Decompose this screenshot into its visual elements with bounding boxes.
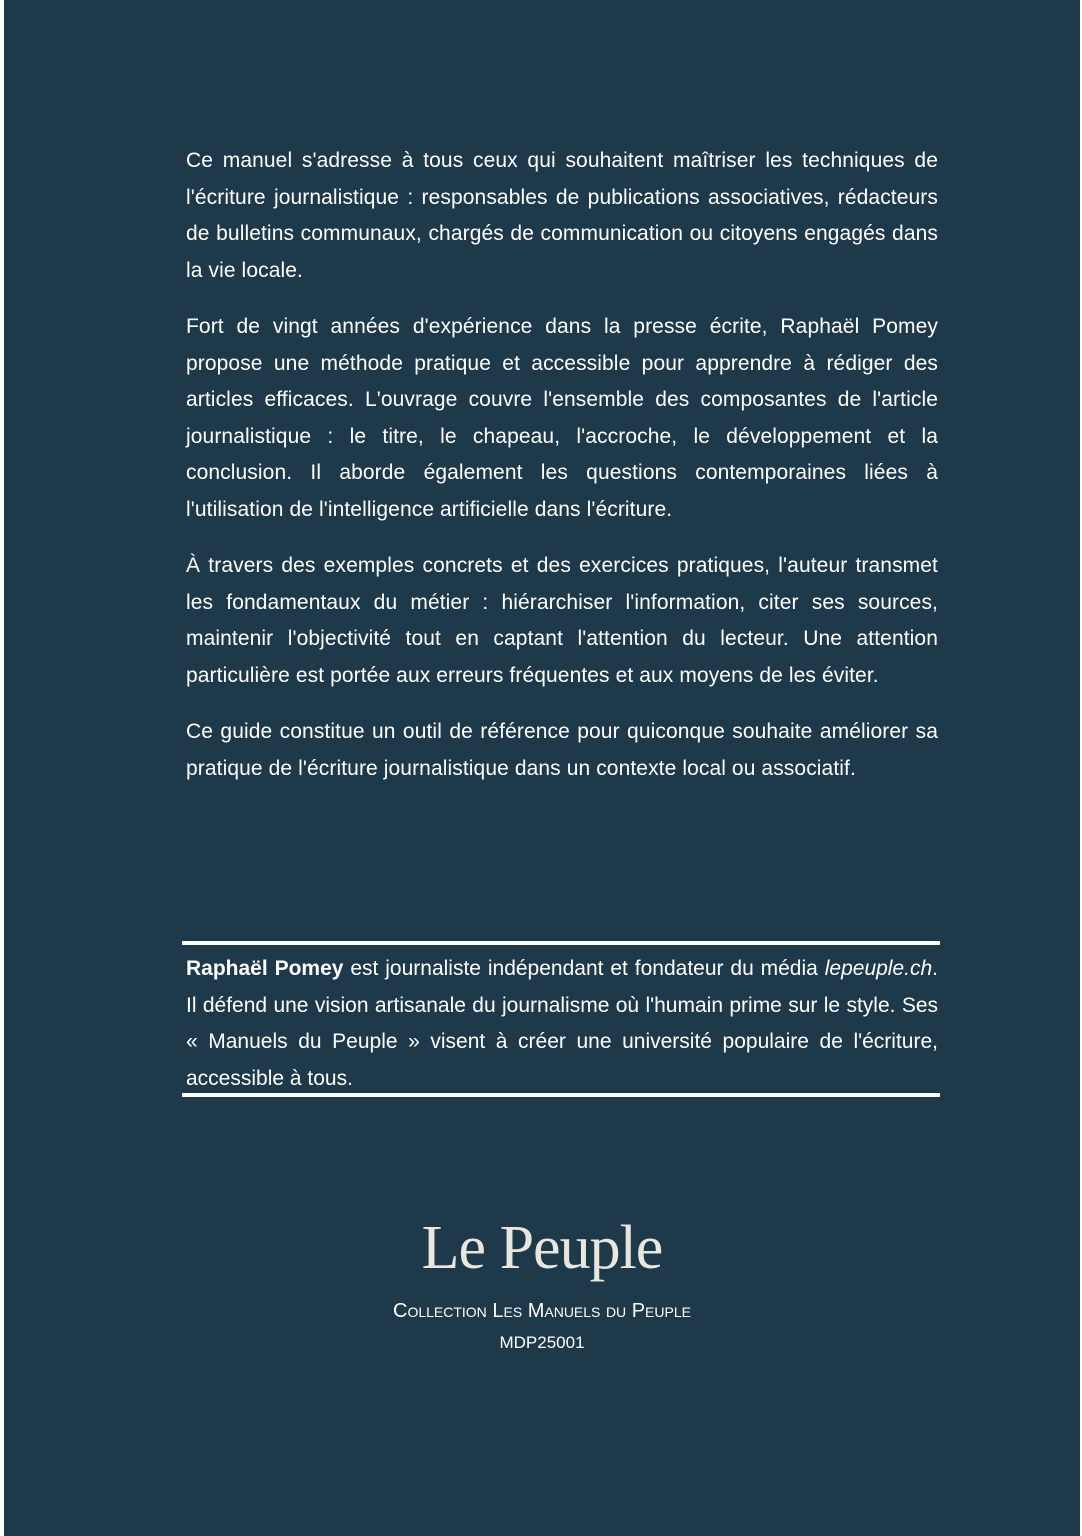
description-paragraph-4: Ce guide constitue un outil de référence pour quiconque souhaite améliorer sa pratique de l'écriture journalistique dans un contexte local ou associatif. bbox=[186, 720, 938, 780]
author-bio-box bbox=[182, 941, 940, 1097]
author-bio bbox=[186, 951, 938, 1097]
author-bio-part-2: . Il défend une vision artisanale du journalisme où l'humain prime sur le style. Ses « Manuels du Peuple » visent à créer une université populaire de l'écriture, accessible à tous. bbox=[186, 957, 938, 1090]
back-cover bbox=[4, 0, 1080, 1536]
author-name: Raphaël Pomey bbox=[186, 957, 344, 980]
description-paragraph-2: Fort de vingt années d'expérience dans la presse écrite, Raphaël Pomey propose une méthode pratique et accessible pour apprendre à rédiger des articles efficaces. L'ouvrage couvre l'ensemble des composantes de l'article journalistique : le titre, le chapeau, l'accroche, le développement et la conclusion. Il aborde également les questions contemporaines liées à l'utilisation de l'intelligence artificielle dans l'écriture. bbox=[186, 315, 938, 521]
description-paragraph-3: À travers des exemples concrets et des exercices pratiques, l'auteur transmet les fondamentaux du métier : hiérarchiser l'information, citer ses sources, maintenir l'objectivité tout en captant l'attention du lecteur. Une attention particulière est portée aux erreurs fréquentes et aux moyens de les éviter. bbox=[186, 554, 938, 687]
book-code: MDP25001 bbox=[499, 1333, 585, 1352]
author-website: lepeuple.ch bbox=[824, 957, 933, 980]
author-bio-part-1: est journaliste indépendant et fondateur du média bbox=[343, 957, 825, 980]
collection-name: Collection Les Manuels du Peuple bbox=[393, 1300, 691, 1322]
description-paragraph-1: Ce manuel s'adresse à tous ceux qui souhaitent maîtriser les techniques de l'écriture journalistique : responsables de publications associatives, rédacteurs de bulletins communaux, chargés de communication ou citoyens engagés dans la vie locale. bbox=[186, 149, 938, 282]
book-description bbox=[186, 143, 938, 807]
publisher-logo: Le Peuple bbox=[421, 1214, 663, 1282]
